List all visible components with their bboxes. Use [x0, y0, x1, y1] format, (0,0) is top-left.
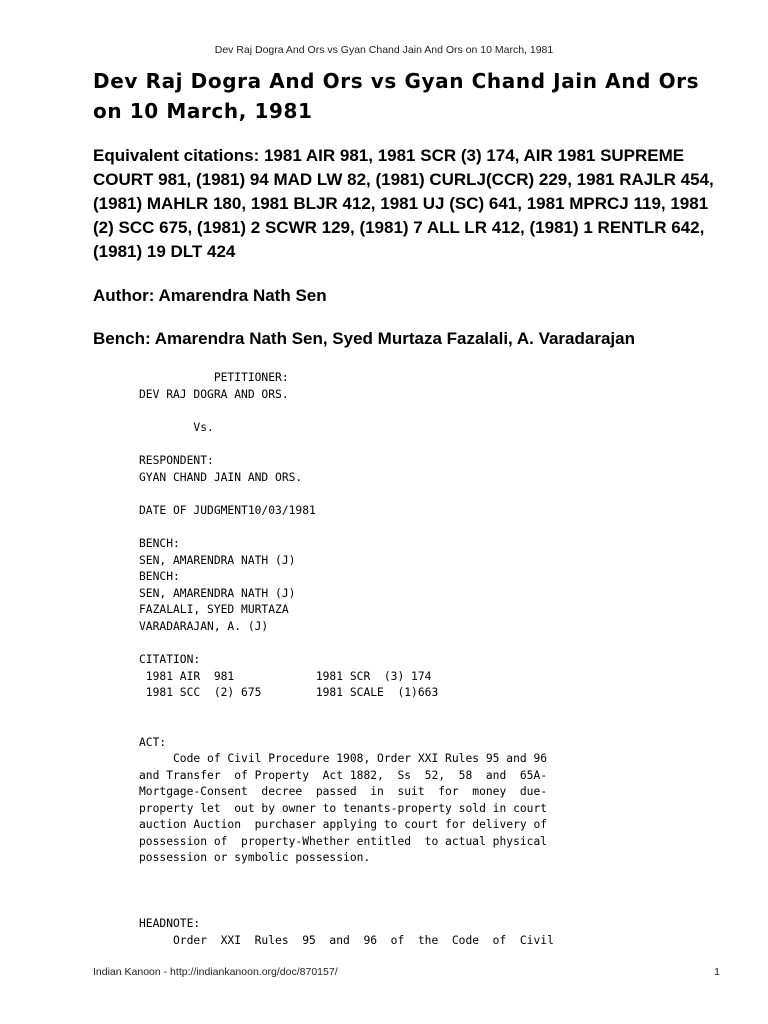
author-line: Author: Amarendra Nath Sen	[93, 286, 327, 305]
line-bench-judge: VARADARAJAN, A. (J)	[139, 620, 269, 633]
line-act-label: ACT:	[139, 736, 167, 749]
line-bench-label: BENCH:	[139, 570, 180, 583]
line-act-text: auction Auction purchaser applying to court for delivery of	[139, 818, 548, 831]
line-act-text: possession of property-Whether entitled to actual physical	[139, 835, 548, 848]
line-act-text: possession or symbolic possession.	[139, 851, 371, 864]
line-bench-label: BENCH:	[139, 537, 180, 550]
line-petitioner-label: PETITIONER:	[139, 371, 289, 384]
line-headnote-text: Order XXI Rules 95 and 96 of the Code of Civil	[139, 934, 554, 947]
line-act-text: Code of Civil Procedure 1908, Order XXI Rules 95 and 96	[139, 752, 548, 765]
equivalent-citations: Equivalent citations: 1981 AIR 981, 1981 SCR (3) 174, AIR 1981 SUPREME COURT 981, (1981) 94 MAD LW 82, (1981) CURLJ(CCR) 229, 1981 RAJLR 454, (1981) MAHLR 180, 1981 BLJR 412, 1981 UJ (SC) 641, 1981 MPRCJ 119, 1981 (2) SCC 675, (1981) 2 SCWR 129, (1981) 7 ALL LR 412, (1981) 1 RENTLR 642, (1981) 19 DLT 424	[93, 146, 714, 261]
line-headnote-label: HEADNOTE:	[139, 917, 201, 930]
line-citation-row: 1981 AIR 981 1981 SCR (3) 174	[139, 670, 432, 683]
page-number: 1	[714, 966, 720, 978]
document-title: Dev Raj Dogra And Ors vs Gyan Chand Jain And Ors on 10 March, 1981	[93, 69, 700, 123]
footer-source: Indian Kanoon - http://indiankanoon.org/doc/870157/	[93, 966, 338, 978]
bench-line: Bench: Amarendra Nath Sen, Syed Murtaza Fazalali, A. Varadarajan	[93, 329, 635, 348]
line-act-text: Mortgage-Consent decree passed in suit for money due-	[139, 785, 548, 798]
line-date-of-judgment: DATE OF JUDGMENT10/03/1981	[139, 504, 316, 517]
line-respondent-name: GYAN CHAND JAIN AND ORS.	[139, 471, 303, 484]
line-petitioner-name: DEV RAJ DOGRA AND ORS.	[139, 388, 289, 401]
line-bench-judge: FAZALALI, SYED MURTAZA	[139, 603, 289, 616]
line-act-text: and Transfer of Property Act 1882, Ss 52, 58 and 65A-	[139, 769, 548, 782]
line-act-text: property let out by owner to tenants-property sold in court	[139, 802, 548, 815]
line-bench-judge: SEN, AMARENDRA NATH (J)	[139, 587, 296, 600]
line-vs: Vs.	[139, 421, 214, 434]
line-bench-judge: SEN, AMARENDRA NATH (J)	[139, 554, 296, 567]
line-respondent-label: RESPONDENT:	[139, 454, 214, 467]
line-citation-row: 1981 SCC (2) 675 1981 SCALE (1)663	[139, 686, 439, 699]
running-header: Dev Raj Dogra And Ors vs Gyan Chand Jain And Ors on 10 March, 1981	[214, 44, 554, 56]
line-citation-label: CITATION:	[139, 653, 201, 666]
